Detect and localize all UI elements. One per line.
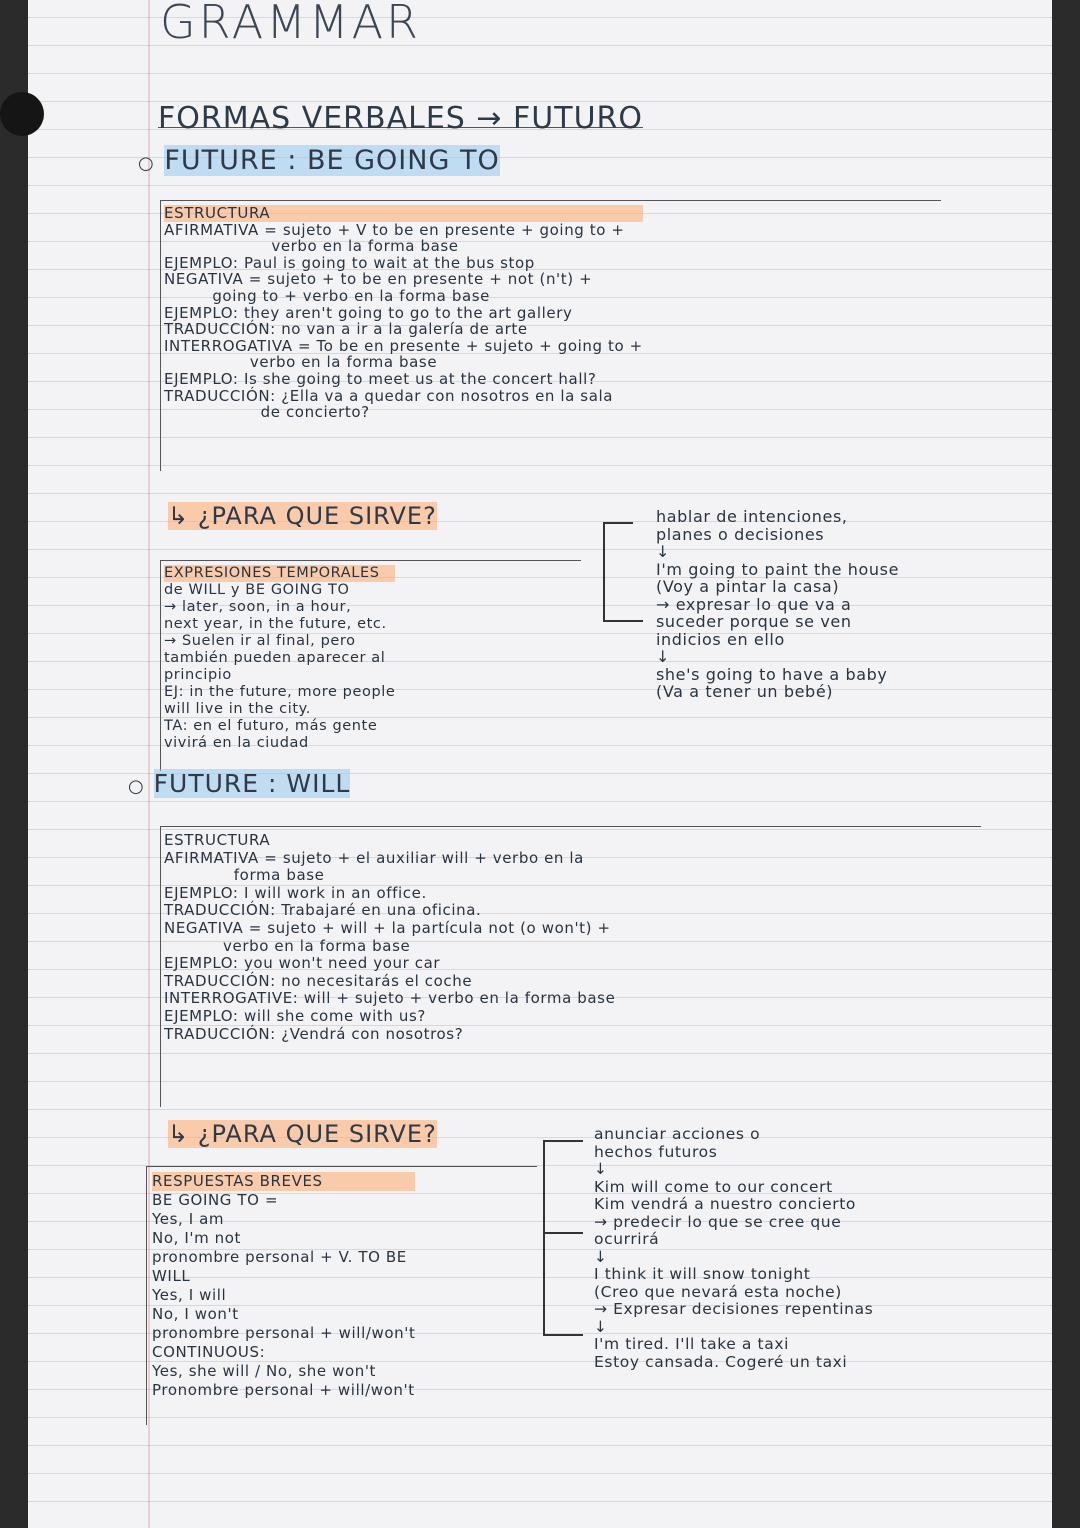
answer-line: No, I won't: [152, 1305, 239, 1323]
structure-line: EJEMPLO: Is she going to meet us at the concert hall?: [164, 369, 597, 388]
usage-connector: [603, 522, 633, 524]
answer-line: BE GOING TO =: [152, 1191, 279, 1209]
binder-hole: [0, 92, 44, 136]
structure-line: EJEMPLO: I will work in an office.: [164, 883, 427, 902]
usage-line: she's going to have a baby: [656, 664, 888, 684]
short-answers-list: [152, 1172, 415, 1400]
usage-connector-vertical: [603, 522, 605, 622]
usage-line: I'm going to paint the house: [656, 559, 900, 579]
structure-line: going to + verbo en la forma base: [164, 286, 490, 305]
will-structure: [164, 832, 615, 1043]
usage-line: → predecir lo que se cree que: [594, 1212, 842, 1231]
will-usage-heading: [168, 1120, 437, 1148]
answer-line: WILL: [152, 1267, 191, 1285]
answer-line: Yes, I will: [152, 1286, 227, 1304]
section-will-heading: ○ FUTURE : WILL: [128, 769, 351, 798]
will-usage-heading-text: ↳ ¿PARA QUE SIRVE?: [168, 1120, 437, 1148]
notebook-page: [28, 0, 1052, 1528]
usage-line: planes o decisiones: [656, 524, 825, 544]
usage-line: → expresar lo que va a: [656, 594, 852, 614]
expression-line: vivirá en la ciudad: [164, 735, 309, 751]
going-to-usage-list: [656, 508, 899, 701]
answer-line: pronombre personal + V. TO BE: [152, 1248, 407, 1266]
will-heading-text: FUTURE : WILL: [153, 769, 351, 798]
structure-line: de concierto?: [164, 403, 370, 422]
will-usage-list: [594, 1126, 873, 1371]
expression-line: de WILL y BE GOING TO: [164, 582, 350, 598]
usage-line: (Voy a pintar la casa): [656, 577, 840, 596]
usage-line: ↓: [594, 1317, 608, 1336]
expression-line: → later, soon, in a hour,: [164, 599, 352, 615]
structure-line: verbo en la forma base: [164, 353, 438, 372]
usage-line: Kim will come to our concert: [594, 1177, 833, 1196]
structure-line: INTERROGATIVE: will + sujeto + verbo en la forma base: [164, 989, 616, 1008]
usage-line: I think it will snow tonight: [594, 1265, 811, 1283]
going-to-usage-heading: [168, 502, 437, 530]
usage-line: → Expresar decisiones repentinas: [594, 1300, 874, 1318]
usage-connector-2: [603, 620, 643, 622]
structure-line: verbo en la forma base: [164, 237, 459, 256]
usage-line: (Va a tener un bebé): [656, 682, 834, 701]
answer-line: pronombre personal + will/won't: [152, 1324, 416, 1342]
answer-line: RESPUESTAS BREVES: [152, 1172, 415, 1191]
section-going-to-heading: ○ FUTURE : BE GOING TO: [138, 145, 500, 176]
expression-line: EJ: in the future, more people: [164, 684, 396, 700]
page-title: GRAMMAR: [160, 0, 422, 49]
structure-line: TRADUCCIÓN: no van a ir a la galería de arte: [164, 320, 528, 339]
usage-line: indicios en ello: [656, 629, 785, 649]
expression-line: EXPRESIONES TEMPORALES: [164, 565, 395, 582]
structure-line: EJEMPLO: will she come with us?: [164, 1006, 426, 1025]
usage-line: (Creo que nevará esta noche): [594, 1282, 842, 1301]
structure-line: forma base: [164, 866, 325, 885]
going-to-structure: [164, 205, 643, 421]
answer-line: No, I'm not: [152, 1229, 242, 1247]
will-usage-connector-2: [543, 1232, 583, 1234]
usage-line: ↓: [656, 542, 671, 561]
structure-line: EJEMPLO: they aren't going to go to the art gallery: [164, 303, 573, 322]
structure-line: TRADUCCIÓN: ¿Vendrá con nosotros?: [164, 1024, 464, 1043]
usage-line: hechos futuros: [594, 1142, 718, 1161]
will-usage-connector-vertical: [543, 1140, 545, 1335]
expression-line: principio: [164, 667, 232, 683]
structure-line: ESTRUCTURA: [164, 831, 271, 849]
answer-line: Yes, I am: [152, 1210, 225, 1228]
structure-line: TRADUCCIÓN: Trabajaré en una oficina.: [164, 901, 482, 920]
will-usage-connector: [543, 1140, 583, 1142]
structure-line: EJEMPLO: Paul is going to wait at the bus stop: [164, 253, 535, 272]
structure-line: NEGATIVA = sujeto + will + la partícula not (o won't) +: [164, 918, 611, 937]
structure-line: ESTRUCTURA: [164, 205, 643, 222]
going-to-usage-heading-text: ↳ ¿PARA QUE SIRVE?: [168, 502, 437, 530]
page-subtitle: FORMAS VERBALES → FUTURO: [158, 101, 644, 136]
will-usage-connector-3: [543, 1334, 583, 1336]
going-to-heading-text: FUTURE : BE GOING TO: [164, 145, 500, 176]
usage-line: ocurrirá: [594, 1230, 660, 1248]
usage-line: hablar de intenciones,: [656, 507, 848, 526]
structure-line: AFIRMATIVA = sujeto + el auxiliar will + verbo en la: [164, 848, 584, 867]
expression-line: → Suelen ir al final, pero: [164, 633, 356, 649]
usage-line: ↓: [656, 647, 671, 666]
structure-line: TRADUCCIÓN: no necesitarás el coche: [164, 971, 473, 990]
expression-line: next year, in the future, etc.: [164, 616, 387, 632]
usage-line: anunciar acciones o: [594, 1125, 761, 1143]
answer-line: Yes, she will / No, she won't: [152, 1362, 377, 1380]
usage-line: I'm tired. I'll take a taxi: [594, 1335, 790, 1353]
usage-line: Estoy cansada. Cogeré un taxi: [594, 1352, 848, 1371]
expressions-list: [164, 565, 395, 752]
structure-line: INTERROGATIVA = To be en presente + sujeto + going to +: [164, 336, 643, 355]
usage-line: suceder porque se ven: [656, 612, 852, 631]
structure-line: AFIRMATIVA = sujeto + V to be en presente + going to +: [164, 220, 625, 239]
structure-line: verbo en la forma base: [164, 936, 411, 955]
structure-line: NEGATIVA = sujeto + to be en presente + not (n't) +: [164, 270, 593, 289]
expression-line: también pueden aparecer al: [164, 650, 386, 666]
expression-line: will live in the city.: [164, 701, 311, 717]
answer-line: Pronombre personal + will/won't: [152, 1381, 415, 1399]
structure-line: TRADUCCIÓN: ¿Ella va a quedar con nosotros en la sala: [164, 386, 614, 405]
usage-line: ↓: [594, 1247, 608, 1266]
usage-line: ↓: [594, 1160, 608, 1178]
usage-line: Kim vendrá a nuestro concierto: [594, 1195, 856, 1213]
structure-line: EJEMPLO: you won't need your car: [164, 954, 441, 973]
answer-line: CONTINUOUS:: [152, 1343, 266, 1361]
expression-line: TA: en el futuro, más gente: [164, 718, 378, 734]
